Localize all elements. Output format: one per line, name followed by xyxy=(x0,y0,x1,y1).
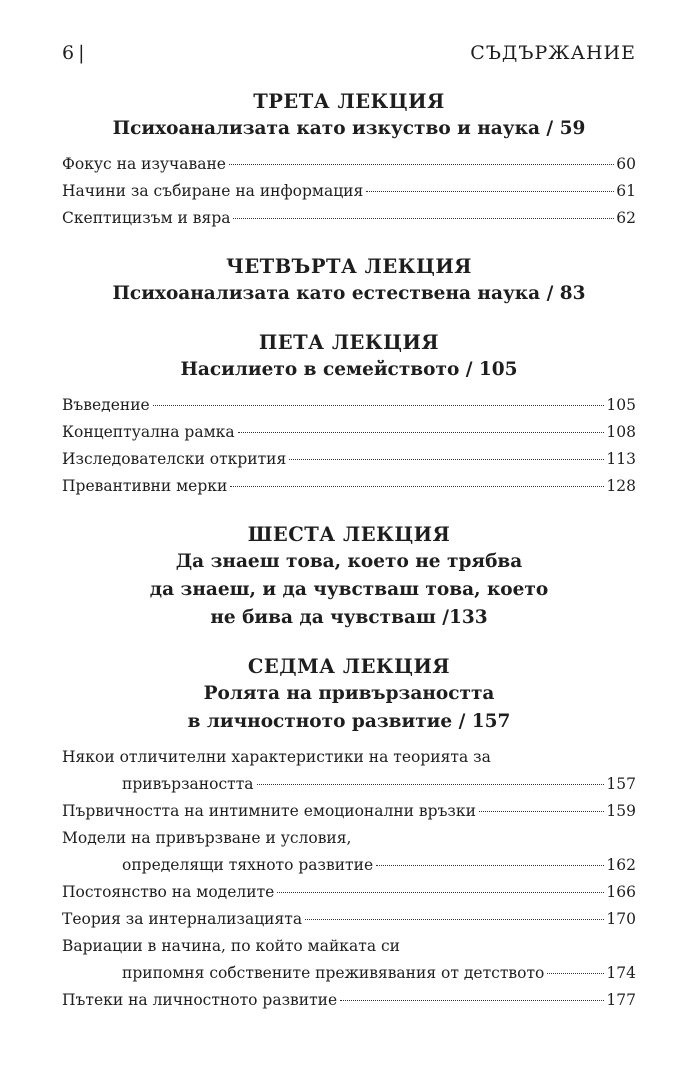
running-title: СЪДЪРЖАНИЕ xyxy=(470,42,636,64)
toc-entry xyxy=(62,205,636,232)
toc-entry-text-line: Някои отличителни характеристики на теорията за xyxy=(62,748,491,766)
lecture-title: СЕДМА ЛЕКЦИЯ xyxy=(247,655,451,678)
toc-entry xyxy=(62,798,636,825)
page-number-value: 6 xyxy=(62,42,75,64)
toc-entry xyxy=(62,419,636,446)
toc-entry-page: 105 xyxy=(606,396,636,414)
toc-entry-page: 61 xyxy=(616,182,636,200)
lecture-subtitle-line: Ролята на привързаността xyxy=(203,683,495,704)
lecture-section xyxy=(62,521,636,632)
lecture-subtitle-line: не бива да чувстваш /133 xyxy=(210,607,488,628)
lecture-subtitle-line: в личностното развитие / 157 xyxy=(187,711,511,732)
toc-entry-page: 113 xyxy=(606,450,636,468)
toc-entry-row xyxy=(62,473,636,500)
page-header xyxy=(62,42,636,72)
toc-entry xyxy=(62,392,636,419)
toc-entry-page: 60 xyxy=(616,155,636,173)
toc-entry-label: Превантивни мерки xyxy=(62,477,228,495)
lecture-subtitle-line: Психоанализата като изкуство и наука / 59 xyxy=(112,118,586,139)
toc-entry-row xyxy=(62,205,636,232)
header-separator: | xyxy=(78,42,85,64)
dot-leader xyxy=(238,432,605,433)
toc-entry xyxy=(62,151,636,178)
toc-entry-text-line: Вариации в начина, по който майката си xyxy=(62,937,400,955)
toc-entry-label: Концептуална рамка xyxy=(62,423,235,441)
toc-entry-page: 166 xyxy=(606,883,636,901)
toc-entry-label: определящи тяхното развитие xyxy=(122,856,374,874)
toc-entry-label: Изследователски открития xyxy=(62,450,287,468)
toc-entry xyxy=(62,744,636,798)
toc-entry-label: Пътеки на личностното развитие xyxy=(62,991,338,1009)
toc-entry-label: Първичността на интимните емоционални връзки xyxy=(62,802,476,820)
lecture-title: ШЕСТА ЛЕКЦИЯ xyxy=(247,523,451,546)
toc-entry-label: Теория за интернализацията xyxy=(62,910,303,928)
toc-entry xyxy=(62,933,636,987)
toc-entry-page: 157 xyxy=(606,775,636,793)
lecture-entries xyxy=(62,151,636,232)
toc-entry-label: Скептицизъм и вяра xyxy=(62,209,231,227)
dot-leader xyxy=(229,164,614,165)
lecture-subtitle-line: да знаеш, и да чувстваш това, което xyxy=(149,579,549,600)
table-of-contents xyxy=(62,88,636,1014)
toc-entry-row xyxy=(62,178,636,205)
toc-entry-label: привързаността xyxy=(122,775,254,793)
toc-entry-row xyxy=(62,392,636,419)
toc-entry-page: 108 xyxy=(606,423,636,441)
dot-leader xyxy=(366,191,614,192)
toc-entry-page: 177 xyxy=(606,991,636,1009)
toc-entry-label: Начини за събиране на информация xyxy=(62,182,364,200)
toc-entry xyxy=(62,987,636,1014)
toc-entry-text-line: Модели на привързване и условия, xyxy=(62,829,352,847)
toc-entry-row xyxy=(62,906,636,933)
lecture-title: ТРЕТА ЛЕКЦИЯ xyxy=(253,90,445,113)
lecture-subtitle-line: Психоанализата като естествена наука / 83 xyxy=(112,283,586,304)
dot-leader xyxy=(230,486,604,487)
lecture-title: ПЕТА ЛЕКЦИЯ xyxy=(258,331,440,354)
toc-entry-page: 159 xyxy=(606,802,636,820)
dot-leader xyxy=(376,865,604,866)
dot-leader xyxy=(479,811,605,812)
toc-entry-row xyxy=(62,987,636,1014)
toc-entry xyxy=(62,473,636,500)
toc-entry-row xyxy=(62,798,636,825)
dot-leader xyxy=(233,218,614,219)
dot-leader xyxy=(257,784,605,785)
lecture-section xyxy=(62,653,636,1014)
dot-leader xyxy=(289,459,604,460)
toc-entry xyxy=(62,879,636,906)
lecture-entries xyxy=(62,392,636,500)
dot-leader xyxy=(277,892,604,893)
toc-entry-page: 162 xyxy=(606,856,636,874)
toc-entry-row xyxy=(62,771,636,798)
toc-entry-page: 174 xyxy=(606,964,636,982)
toc-entry xyxy=(62,446,636,473)
lecture-subtitle-line: Да знаеш това, което не трябва xyxy=(175,551,523,572)
toc-entry-label: Фокус на изучаване xyxy=(62,155,226,173)
toc-entry-row xyxy=(62,960,636,987)
toc-entry-row xyxy=(62,419,636,446)
lecture-subtitle-line: Насилието в семейството / 105 xyxy=(180,359,518,380)
toc-entry xyxy=(62,906,636,933)
lecture-title: ЧЕТВЪРТА ЛЕКЦИЯ xyxy=(226,255,472,278)
lecture-entries xyxy=(62,744,636,1014)
dot-leader xyxy=(153,405,605,406)
dot-leader xyxy=(547,973,604,974)
dot-leader xyxy=(305,919,604,920)
toc-entry-label: Въведение xyxy=(62,396,150,414)
lecture-section xyxy=(62,253,636,308)
lecture-section xyxy=(62,88,636,232)
toc-entry-page: 62 xyxy=(616,209,636,227)
toc-entry-page: 128 xyxy=(606,477,636,495)
page-number xyxy=(62,42,85,64)
dot-leader xyxy=(340,1000,604,1001)
toc-entry-row xyxy=(62,446,636,473)
toc-entry-row xyxy=(62,151,636,178)
toc-entry-row xyxy=(62,879,636,906)
toc-entry-label: Постоянство на моделите xyxy=(62,883,275,901)
toc-entry-label: припомня собствените преживявания от детството xyxy=(122,964,545,982)
toc-entry xyxy=(62,825,636,879)
lecture-section xyxy=(62,329,636,500)
toc-entry-row xyxy=(62,852,636,879)
toc-entry-page: 170 xyxy=(606,910,636,928)
toc-entry xyxy=(62,178,636,205)
